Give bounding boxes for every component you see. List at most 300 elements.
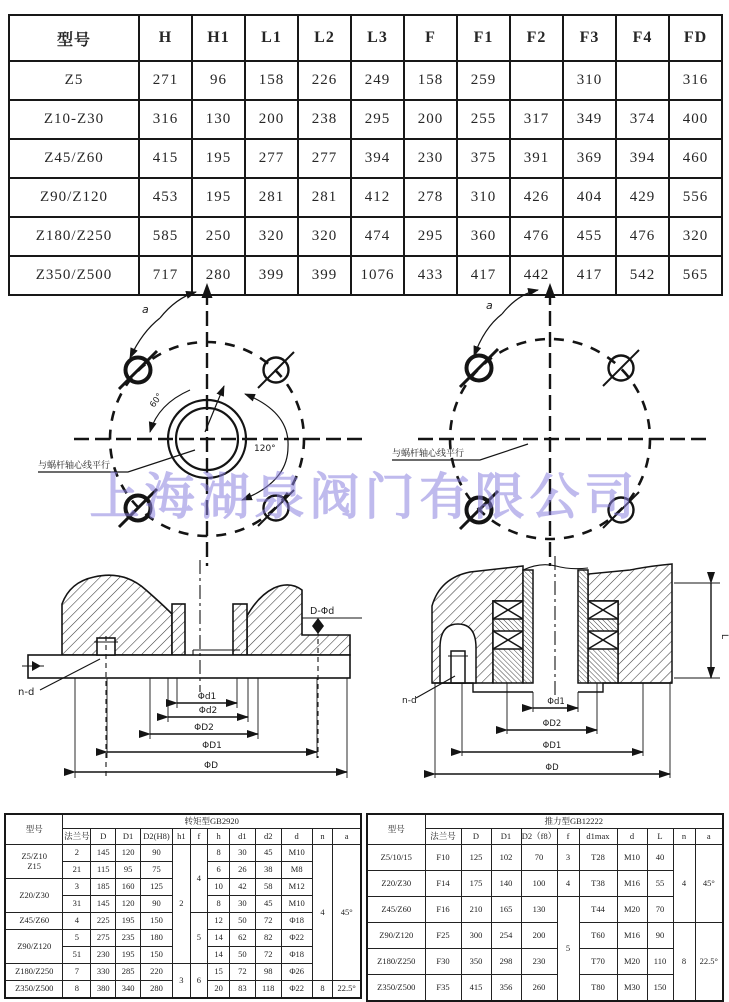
- table-cell: 455: [563, 217, 616, 256]
- table-cell: 1076: [351, 256, 404, 295]
- column-header: L1: [245, 15, 298, 61]
- table-cell: 158: [404, 61, 457, 100]
- table-cell: 399: [298, 256, 351, 295]
- table-cell: M30: [617, 975, 647, 1002]
- model-dimensions-table: [8, 14, 722, 296]
- table-cell: 200: [521, 923, 557, 949]
- bolt-hole-icon: [460, 491, 498, 529]
- table-cell: 391: [510, 139, 563, 178]
- table-cell: F30: [425, 949, 461, 975]
- table-cell: 556: [669, 178, 722, 217]
- section-geometry: [22, 560, 362, 780]
- column-header: D1: [116, 829, 141, 845]
- flange-geometry: [392, 283, 712, 566]
- table-cell: 3: [173, 964, 191, 999]
- table-cell: 70: [521, 845, 557, 871]
- table-cell: 195: [192, 178, 245, 217]
- table-cell: 100: [521, 871, 557, 897]
- dimension-label: Φd1: [547, 697, 565, 707]
- table-cell: 565: [669, 256, 722, 295]
- table-cell: 260: [521, 975, 557, 1002]
- table-cell: Z350/Z500: [5, 981, 63, 999]
- table-cell: 4: [312, 845, 333, 981]
- column-header: f: [557, 829, 579, 845]
- table-cell: 38: [255, 862, 281, 879]
- table-cell: 45°: [695, 845, 723, 923]
- table-cell: 320: [669, 217, 722, 256]
- table-cell: 474: [351, 217, 404, 256]
- table-cell: 415: [461, 975, 491, 1002]
- flange-body-right: [247, 585, 350, 655]
- column-header: F1: [457, 15, 510, 61]
- column-header: d: [617, 829, 647, 845]
- bolt-hole-icon: [119, 351, 157, 389]
- table-cell: 130: [521, 897, 557, 923]
- column-header: F: [404, 15, 457, 61]
- table-cell: 31: [63, 896, 91, 913]
- column-header: L2: [298, 15, 351, 61]
- column-header: n: [673, 829, 695, 845]
- table-cell: 320: [245, 217, 298, 256]
- column-header: F3: [563, 15, 616, 61]
- table-cell: 82: [255, 930, 281, 947]
- table-cell: 200: [404, 100, 457, 139]
- table-cell: Z5/10/15: [367, 845, 425, 871]
- column-header: D2(H8): [141, 829, 173, 845]
- table-cell: 415: [139, 139, 192, 178]
- table-cell: 14: [208, 930, 230, 947]
- dimension-label: ΦD2: [194, 723, 214, 733]
- table-cell: M16: [617, 871, 647, 897]
- thrust-flange-table: [366, 813, 726, 1002]
- column-header: h: [208, 829, 230, 845]
- stem-liner: [578, 570, 588, 683]
- table-cell: 4: [190, 845, 208, 913]
- table-cell: T70: [579, 949, 617, 975]
- stem-liner: [523, 570, 533, 683]
- parallel-axis-note: 与蜗杆轴心线平行: [38, 461, 111, 471]
- table-cell: Φ18: [281, 947, 312, 964]
- table-cell: T44: [579, 897, 617, 923]
- table-cell: M20: [617, 897, 647, 923]
- table-cell: 426: [510, 178, 563, 217]
- torque-flange-table: [4, 813, 364, 999]
- table-cell: 285: [116, 964, 141, 981]
- column-header: 型号: [9, 15, 139, 61]
- table-cell: 399: [245, 256, 298, 295]
- bolt-count-label: n-d: [402, 696, 417, 706]
- table-cell: M12: [281, 879, 312, 896]
- table-cell: 585: [139, 217, 192, 256]
- table-cell: 115: [91, 862, 116, 879]
- table-cell: 8: [312, 981, 333, 999]
- table-cell: 160: [116, 879, 141, 896]
- table-cell: Z45/Z60: [5, 913, 63, 930]
- table-cell: 6: [208, 862, 230, 879]
- table-cell: 195: [192, 139, 245, 178]
- angle-60-label: 60°: [148, 391, 166, 410]
- table-cell: 230: [521, 949, 557, 975]
- table-cell: T80: [579, 975, 617, 1002]
- table-cell: 2: [63, 845, 91, 862]
- table-cell: 310: [563, 61, 616, 100]
- bolt-hole-icon: [603, 350, 639, 386]
- table-cell: 195: [116, 947, 141, 964]
- column-header: 型号: [367, 814, 425, 845]
- table-cell: 120: [116, 896, 141, 913]
- table-cell: 280: [192, 256, 245, 295]
- watermark: 上海湖泉阀门有限公司: [89, 467, 640, 526]
- axis-arrow-icon: [545, 283, 556, 298]
- table-cell: 235: [116, 930, 141, 947]
- table-cell: 8: [208, 845, 230, 862]
- column-header: a: [333, 829, 361, 845]
- table-cell: 140: [491, 871, 521, 897]
- left-section-drawing: [10, 558, 370, 810]
- table-cell: 90: [141, 845, 173, 862]
- table-cell: 75: [141, 862, 173, 879]
- table-cell: 5: [190, 913, 208, 964]
- table-cell: 110: [647, 949, 673, 975]
- table-cell: Z45/Z60: [367, 897, 425, 923]
- table-cell: 453: [139, 178, 192, 217]
- table-cell: 394: [616, 139, 669, 178]
- column-header: F4: [616, 15, 669, 61]
- table-cell: 442: [510, 256, 563, 295]
- table-cell: 42: [229, 879, 255, 896]
- table-cell: 300: [461, 923, 491, 949]
- table-cell: 369: [563, 139, 616, 178]
- table-cell: 145: [91, 896, 116, 913]
- table-cell: 412: [351, 178, 404, 217]
- table-cell: 95: [116, 862, 141, 879]
- table-cell: 250: [192, 217, 245, 256]
- column-header: D: [461, 829, 491, 845]
- table-cell: Z180/Z250: [9, 217, 139, 256]
- arc-dimension-label: a: [142, 303, 149, 316]
- table-cell: 394: [351, 139, 404, 178]
- table-cell: F10: [425, 845, 461, 871]
- column-header: F2: [510, 15, 563, 61]
- table-cell: Z20/Z30: [5, 879, 63, 913]
- table-cell: 281: [298, 178, 351, 217]
- table-cell: 45°: [333, 845, 361, 981]
- table-cell: 70: [647, 897, 673, 923]
- table-cell: 317: [510, 100, 563, 139]
- table-cell: M20: [617, 949, 647, 975]
- table-cell: T38: [579, 871, 617, 897]
- table-cell: Φ26: [281, 964, 312, 981]
- bolt-hole-icon: [460, 349, 498, 387]
- table-cell: 417: [457, 256, 510, 295]
- table-cell: 200: [245, 100, 298, 139]
- column-header: d1: [229, 829, 255, 845]
- table-cell: Φ18: [281, 913, 312, 930]
- dimension-label: ΦD: [545, 763, 559, 773]
- table-cell: 4: [557, 871, 579, 897]
- table-cell: M10: [281, 896, 312, 913]
- table-cell: 375: [457, 139, 510, 178]
- table-cell: Φ22: [281, 930, 312, 947]
- table-cell: 220: [141, 964, 173, 981]
- dimension-label: ΦD1: [542, 741, 562, 751]
- table-cell: 380: [91, 981, 116, 999]
- table-cell: 476: [510, 217, 563, 256]
- table-cell: Φ22: [281, 981, 312, 999]
- table-cell: 22.5°: [695, 923, 723, 1002]
- table-cell: 8: [63, 981, 91, 999]
- table-cell: 83: [229, 981, 255, 999]
- table-cell: 72: [255, 913, 281, 930]
- table-cell: 316: [139, 100, 192, 139]
- table-cell: 90: [647, 923, 673, 949]
- table-cell: 96: [192, 61, 245, 100]
- bolt-hole-icon: [119, 489, 157, 527]
- table-cell: F25: [425, 923, 461, 949]
- table-cell: F35: [425, 975, 461, 1002]
- table-cell: 150: [141, 947, 173, 964]
- table-cell: 210: [461, 897, 491, 923]
- table-cell: 340: [116, 981, 141, 999]
- table-cell: 90: [141, 896, 173, 913]
- table-cell: 542: [616, 256, 669, 295]
- table-cell: 158: [245, 61, 298, 100]
- hole-diameter-label: D-Φd: [310, 606, 335, 617]
- table-cell: 14: [208, 947, 230, 964]
- table-cell: 277: [245, 139, 298, 178]
- table-cell: 230: [404, 139, 457, 178]
- arc-dimension-label: a: [486, 299, 493, 312]
- table-cell: 62: [229, 930, 255, 947]
- bolt-count-label: n-d: [18, 687, 35, 698]
- table-cell: 374: [616, 100, 669, 139]
- table-cell: Z45/Z60: [9, 139, 139, 178]
- column-header: 法兰号: [63, 829, 91, 845]
- table-cell: 404: [563, 178, 616, 217]
- table-cell: M16: [617, 923, 647, 949]
- table-cell: Z180/Z250: [5, 964, 63, 981]
- table-cell: 356: [491, 975, 521, 1002]
- table-cell: 8: [208, 896, 230, 913]
- height-dimension-label: L: [719, 634, 729, 640]
- column-header: n: [312, 829, 333, 845]
- table-cell: 6: [190, 964, 208, 999]
- table-cell: 271: [139, 61, 192, 100]
- table-cell: 3: [63, 879, 91, 896]
- table-cell: 45: [255, 896, 281, 913]
- table-cell: 460: [669, 139, 722, 178]
- table-cell: 150: [141, 913, 173, 930]
- stem-wall: [233, 604, 247, 655]
- table-cell: Z90/Z120: [5, 930, 63, 964]
- table-cell: Z10-Z30: [9, 100, 139, 139]
- table-cell: 429: [616, 178, 669, 217]
- table-cell: 310: [457, 178, 510, 217]
- table-cell: 165: [491, 897, 521, 923]
- dimension-label: Φd1: [197, 692, 217, 702]
- table-cell: 175: [461, 871, 491, 897]
- column-header: 转矩型GB2920: [63, 814, 361, 829]
- table-cell: 280: [141, 981, 173, 999]
- table-cell: Z90/Z120: [367, 923, 425, 949]
- table-cell: 26: [229, 862, 255, 879]
- bolt-hole-icon: [258, 490, 294, 526]
- table-cell: 58: [255, 879, 281, 896]
- table-cell: 150: [647, 975, 673, 1002]
- table-cell: 51: [63, 947, 91, 964]
- table-cell: 21: [63, 862, 91, 879]
- table-cell: 4: [673, 845, 695, 923]
- table-cell: 22.5°: [333, 981, 361, 999]
- table-cell: 295: [351, 100, 404, 139]
- table-cell: 118: [255, 981, 281, 999]
- table-cell: 98: [255, 964, 281, 981]
- table-cell: 4: [63, 913, 91, 930]
- table-cell: 125: [461, 845, 491, 871]
- column-header: d: [281, 829, 312, 845]
- dimension-label: Φd2: [198, 706, 218, 716]
- table-cell: [616, 61, 669, 100]
- flange-plate: [28, 655, 350, 678]
- table-cell: M10: [617, 845, 647, 871]
- table-cell: 40: [647, 845, 673, 871]
- left-flange-drawing: [30, 282, 375, 568]
- right-flange-drawing: [390, 282, 729, 568]
- column-header: L3: [351, 15, 404, 61]
- table-cell: 7: [63, 964, 91, 981]
- table-cell: 55: [647, 871, 673, 897]
- table-cell: 238: [298, 100, 351, 139]
- table-cell: 278: [404, 178, 457, 217]
- parallel-axis-note: 与蜗杆轴心线平行: [392, 449, 465, 459]
- table-cell: 225: [91, 913, 116, 930]
- table-cell: 281: [245, 178, 298, 217]
- table-cell: M8: [281, 862, 312, 879]
- table-cell: 20: [208, 981, 230, 999]
- column-header: H: [139, 15, 192, 61]
- table-cell: 298: [491, 949, 521, 975]
- table-cell: 249: [351, 61, 404, 100]
- table-cell: T60: [579, 923, 617, 949]
- stem-wall: [172, 604, 185, 655]
- table-cell: 320: [298, 217, 351, 256]
- dimension-label: ΦD: [203, 761, 219, 771]
- table-cell: Z20/Z30: [367, 871, 425, 897]
- table-cell: 350: [461, 949, 491, 975]
- table-cell: [510, 61, 563, 100]
- table-cell: Z5/Z10 Z15: [5, 845, 63, 879]
- table-cell: F14: [425, 871, 461, 897]
- table-cell: 30: [229, 845, 255, 862]
- table-cell: 330: [91, 964, 116, 981]
- table-cell: 2: [173, 845, 191, 964]
- table-cell: 10: [208, 879, 230, 896]
- table-cell: 417: [563, 256, 616, 295]
- table-cell: 12: [208, 913, 230, 930]
- column-header: h1: [173, 829, 191, 845]
- table-cell: 295: [404, 217, 457, 256]
- column-header: FD: [669, 15, 722, 61]
- table-cell: 316: [669, 61, 722, 100]
- table-cell: Z350/Z500: [367, 975, 425, 1002]
- table-cell: 45: [255, 845, 281, 862]
- table-cell: 3: [557, 845, 579, 871]
- table-cell: 255: [457, 100, 510, 139]
- table-cell: 349: [563, 100, 616, 139]
- table-cell: 185: [91, 879, 116, 896]
- table-cell: 145: [91, 845, 116, 862]
- table-cell: Z90/Z120: [9, 178, 139, 217]
- column-header: d2: [255, 829, 281, 845]
- flange-geometry: [38, 283, 362, 566]
- column-header: D1: [491, 829, 521, 845]
- bolt-hole-icon: [603, 492, 639, 528]
- table-cell: Z350/Z500: [9, 256, 139, 295]
- column-header: D2（f8）: [521, 829, 557, 845]
- table-cell: 259: [457, 61, 510, 100]
- table-cell: 102: [491, 845, 521, 871]
- table-cell: 125: [141, 879, 173, 896]
- table-cell: 277: [298, 139, 351, 178]
- table-cell: 72: [255, 947, 281, 964]
- column-header: a: [695, 829, 723, 845]
- table-cell: 120: [116, 845, 141, 862]
- table-cell: 195: [116, 913, 141, 930]
- column-header: D: [91, 829, 116, 845]
- table-cell: Z180/Z250: [367, 949, 425, 975]
- column-header: L: [647, 829, 673, 845]
- table-cell: 275: [91, 930, 116, 947]
- angle-120-label: 120°: [254, 444, 276, 454]
- column-header: H1: [192, 15, 245, 61]
- section-geometry: [416, 556, 720, 778]
- bolt-hole-icon: [258, 352, 294, 388]
- table-cell: 5: [557, 897, 579, 1002]
- table-cell: 130: [192, 100, 245, 139]
- table-cell: Z5: [9, 61, 139, 100]
- column-header: 法兰号: [425, 829, 461, 845]
- column-header: f: [190, 829, 208, 845]
- flange-body-left: [62, 575, 172, 655]
- table-cell: 476: [616, 217, 669, 256]
- table-cell: 226: [298, 61, 351, 100]
- table-cell: 50: [229, 913, 255, 930]
- column-header: 型号: [5, 814, 63, 845]
- table-cell: 30: [229, 896, 255, 913]
- dimension-label: ΦD1: [202, 741, 222, 751]
- table-cell: 360: [457, 217, 510, 256]
- table-cell: 15: [208, 964, 230, 981]
- table-cell: 400: [669, 100, 722, 139]
- table-cell: F16: [425, 897, 461, 923]
- table-cell: 433: [404, 256, 457, 295]
- dimension-label: ΦD2: [542, 719, 562, 729]
- table-cell: 8: [673, 923, 695, 1002]
- table-cell: 72: [229, 964, 255, 981]
- column-header: d1max: [579, 829, 617, 845]
- table-cell: 254: [491, 923, 521, 949]
- table-cell: T28: [579, 845, 617, 871]
- table-cell: 50: [229, 947, 255, 964]
- table-cell: 230: [91, 947, 116, 964]
- axis-arrow-icon: [202, 283, 213, 298]
- column-header: 推力型GB12222: [425, 814, 723, 829]
- table-cell: 180: [141, 930, 173, 947]
- table-cell: M10: [281, 845, 312, 862]
- right-section-drawing: [400, 556, 729, 790]
- table-cell: 717: [139, 256, 192, 295]
- table-cell: 5: [63, 930, 91, 947]
